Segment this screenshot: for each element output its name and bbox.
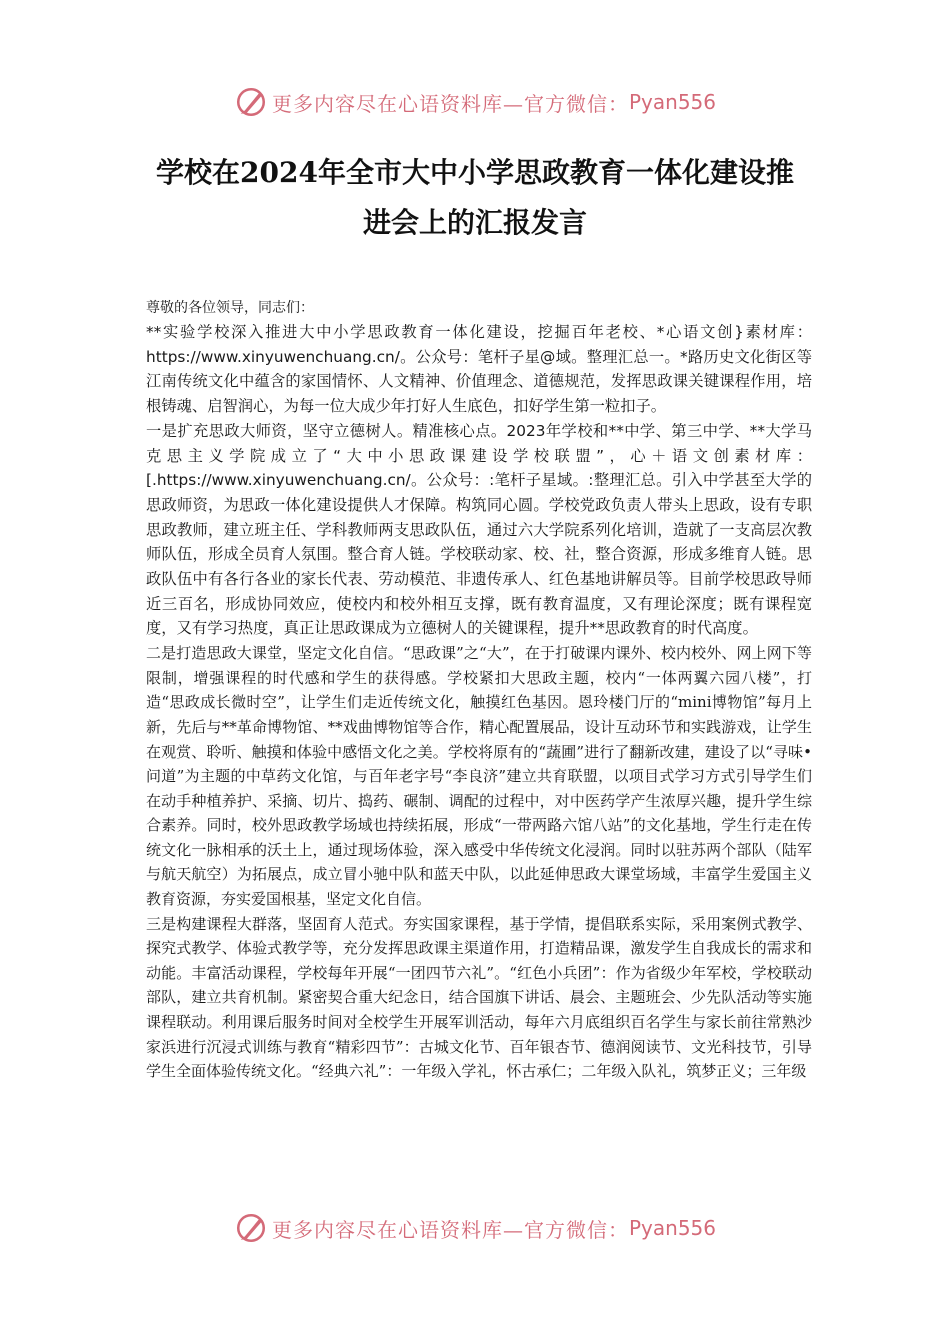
greeting: 尊敬的各位领导，同志们： <box>146 300 314 316</box>
quill-pen-logo-icon <box>234 1211 268 1245</box>
paragraph-one: 一是扩充思政大师资，坚守立德树人。精准核心点。2023年学校和**中学、第三中学、**大学马克思主义学院成立了“大中小思政课建设学校联盟”，心＋语文创素材库：[.https://www.xinyuwenchuang.cn/。公众号：:笔杆子星域。:整理汇总。引入中学甚至大学的思政师资，为思政一体化建设提供人才保障。构筑同心圆。学校党政负责人带头上思政，设有专职思政教师，建立班主任、学科教师两支思政队伍，通过六大学院系列化培训，造就了一支高层次教师队伍，形成全员育人氛围。整合育人链。学校联动家、校、社，整合资源，形成多维育人链。思政队伍中有各行各业的家长代表、劳动模范、非遗传承人、红色基地讲解员等。目前学校思政导师近三百名，形成协同效应，使校内和校外相互支撑，既有教育温度，又有理论深度；既有课程宽度，又有学习热度，真正让思政课成为立德树人的关键课程，提升**思政教育的时代高度。 <box>146 421 812 638</box>
banner-wechat-id: Pyan556 <box>628 1216 716 1240</box>
header-watermark-banner <box>0 82 950 122</box>
document-body <box>146 296 812 1084</box>
paragraph-two: 二是打造思政大课堂，坚定文化自信。“思政课”之“大”，在于打破课内课外、校内校外、网上网下等限制，增强课程的时代感和学生的获得感。学校紧扣大思政主题，校内“一体两翼六园八楼”，打造“思政成长微时空”，让学生们走近传统文化，触摸红色基因。恩玲楼门厅的“mini博物馆”每月上新，先后与**革命博物馆、**戏曲博物馆等合作，精心配置展品，设计互动环节和实践游戏，让学生在观赏、聆听、触摸和体验中感悟文化之美。学校将原有的“蔬圃”进行了翻新改建，建设了以“寻味•问道”为主题的中草药文化馆，与百年老字号“李良济”建立共育联盟，以项目式学习方式引导学生们在动手种植养护、采摘、切片、捣药、碾制、调配的过程中，对中医药学产生浓厚兴趣，提升学生综合素养。同时，校外思政教学场域也持续拓展，形成“一带两路六馆八站”的文化基地，学生行走在传统文化一脉相承的沃土上，通过现场体验，深入感受中华传统文化浸润。同时以驻苏两个部队（陆军与航天航空）为拓展点，成立冒小驰中队和蓝天中队，以此延伸思政大课堂场域，丰富学生爱国主义教育资源，夯实爱国根基，坚定文化自信。 <box>146 644 812 909</box>
quill-pen-logo-icon <box>234 85 268 119</box>
banner-wechat-id: Pyan556 <box>628 90 716 114</box>
banner-text: 更多内容尽在心语资料库—官方微信： <box>271 91 629 116</box>
footer-watermark-banner <box>0 1208 950 1248</box>
title-line-2: 进会上的汇报发言 <box>362 206 587 239</box>
paragraph-three: 三是构建课程大群落，坚固育人范式。夯实国家课程，基于学情，提倡联系实际，采用案例式教学、探究式教学、体验式教学等，充分发挥思政课主渠道作用，打造精品课，激发学生自我成长的需求和动能。丰富活动课程，学校每年开展“一团四节六礼”。“红色小兵团”：作为省级少年军校，学校联动部队，建立共育机制。紧密契合重大纪念日，结合国旗下讲话、晨会、主题班会、少先队活动等实施课程联动。利用课后服务时间对全校学生开展军训活动，每年六月底组织百名学生与家长前往常熟沙家浜进行沉浸式训练与教育“精彩四节”：古城文化节、百年银杏节、德润阅读节、文光科技节，引导学生全面体验传统文化。“经典六礼”：一年级入学礼，怀古承仁；二年级入队礼，筑梦正义；三年级 <box>146 914 812 1081</box>
document-title <box>100 148 850 248</box>
title-line-1: 学校在2024年全市大中小学思政教育一体化建设推 <box>156 156 794 189</box>
banner-text: 更多内容尽在心语资料库—官方微信： <box>271 1217 629 1242</box>
paragraph-intro: **实验学校深入推进大中小学思政教育一体化建设，挖掘百年老校、*心语文创}素材库：https://www.xinyuwenchuang.cn/。公众号：笔杆子星@域。整理汇总一。*路历史文化街区等江南传统文化中蕴含的家国情怀、人文精神、价值理念、道德规范，发挥思政课关键课程作用，培根铸魂、启智润心，为每一位大成少年打好人生底色，扣好学生第一粒扣子。 <box>146 323 812 416</box>
